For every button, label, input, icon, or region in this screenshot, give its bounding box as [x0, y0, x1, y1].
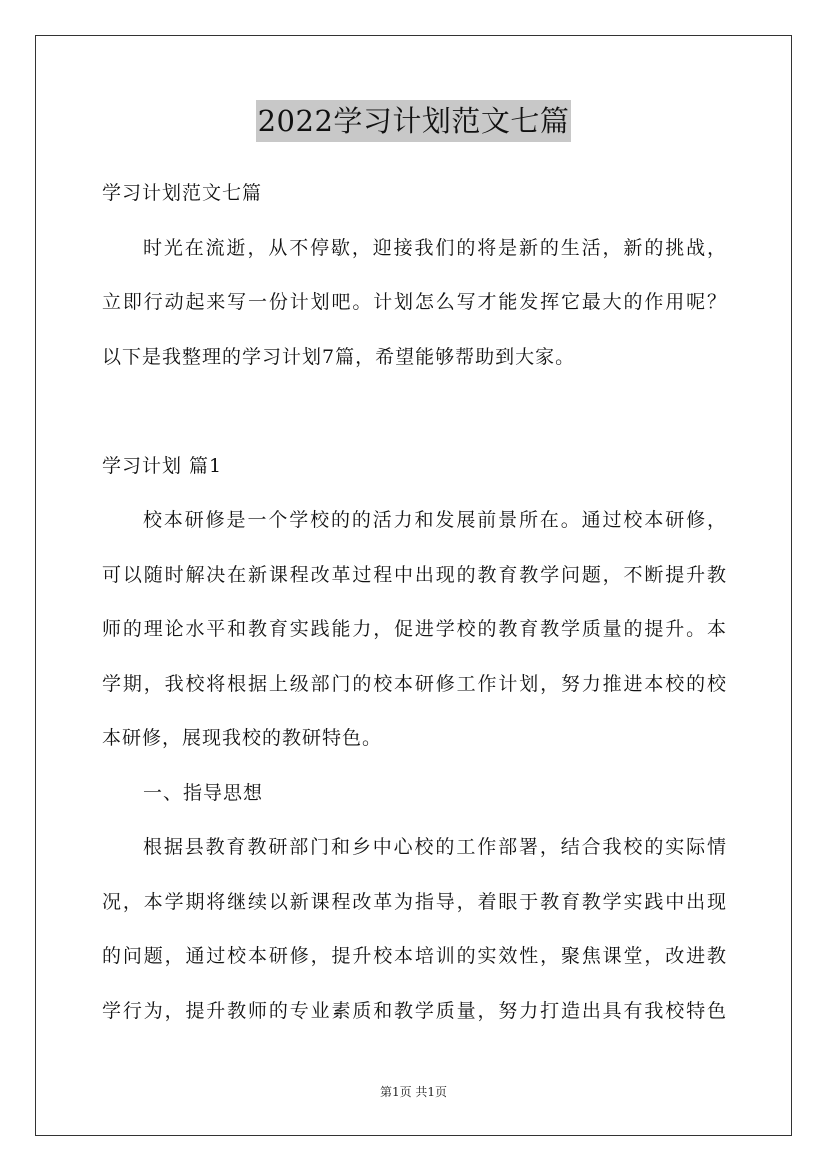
section-paragraph-line: 学期，我校将根据上级部门的校本研修工作计划，努力推进本校的校 — [102, 672, 727, 695]
intro-paragraph-line: 立即行动起来写一份计划吧。计划怎么写才能发挥它最大的作用呢？ — [102, 291, 727, 313]
section-paragraph-line: 师的理论水平和教育实践能力，促进学校的教育教学质量的提升。本 — [102, 618, 727, 640]
subsection-paragraph-line: 根据县教育教研部门和乡中心校的工作部署，结合我校的实际情 — [143, 836, 727, 858]
subsection-heading: 一、指导思想 — [143, 781, 264, 804]
document-body — [102, 166, 727, 1038]
blank-line — [102, 384, 727, 439]
intro-heading: 学习计划范文七篇 — [102, 182, 263, 204]
section-heading: 学习计划 篇1 — [102, 454, 223, 477]
page-footer: 第1页 共1页 — [379, 1085, 448, 1099]
subsection-paragraph-line: 学行为，提升教师的专业素质和教学质量，努力打造出具有我校特色 — [102, 999, 727, 1022]
intro-paragraph-line: 以下是我整理的学习计划7篇，希望能够帮助到大家。 — [102, 345, 576, 368]
document-title: 2022学习计划范文七篇 — [256, 100, 572, 142]
section-paragraph-line: 可以随时解决在新课程改革过程中出现的教育教学问题，不断提升教 — [102, 563, 727, 586]
subsection-paragraph-line: 的问题，通过校本研修，提升校本培训的实效性，聚焦课堂，改进教 — [102, 945, 727, 967]
intro-paragraph-line: 时光在流逝，从不停歇，迎接我们的将是新的生活，新的挑战， — [143, 236, 727, 259]
section-paragraph-line: 本研修，展现我校的教研特色。 — [102, 727, 383, 749]
title-container — [0, 100, 827, 142]
subsection-paragraph-line: 况，本学期将继续以新课程改革为指导，着眼于教育教学实践中出现 — [102, 890, 727, 913]
section-paragraph-line: 校本研修是一个学校的的活力和发展前景所在。通过校本研修， — [143, 509, 727, 531]
